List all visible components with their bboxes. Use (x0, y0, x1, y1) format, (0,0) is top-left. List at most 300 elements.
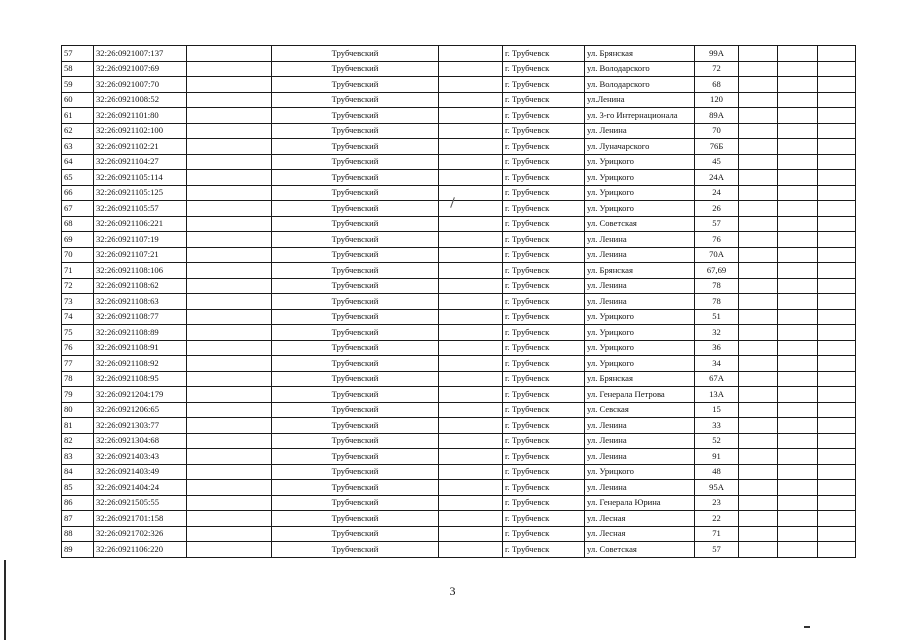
empty-cell (739, 139, 778, 155)
city: г. Трубчевск (503, 232, 585, 248)
empty-cell (187, 232, 272, 248)
empty-cell (439, 139, 503, 155)
empty-cell (778, 340, 818, 356)
empty-cell (818, 232, 856, 248)
table-row (62, 387, 856, 403)
house-number: 95А (695, 480, 739, 496)
district: Трубчевский (272, 480, 439, 496)
empty-cell (778, 46, 818, 62)
table-row (62, 139, 856, 155)
row-number: 76 (62, 340, 94, 356)
empty-cell (818, 464, 856, 480)
table-row (62, 340, 856, 356)
row-number: 83 (62, 449, 94, 465)
table-row (62, 402, 856, 418)
house-number: 15 (695, 402, 739, 418)
empty-cell (187, 77, 272, 93)
district: Трубчевский (272, 387, 439, 403)
empty-cell (778, 216, 818, 232)
district: Трубчевский (272, 309, 439, 325)
city: г. Трубчевск (503, 495, 585, 511)
cadastral-number: 32:26:0921105:125 (94, 185, 187, 201)
district: Трубчевский (272, 247, 439, 263)
street: ул.Ленина (585, 92, 695, 108)
scan-stray-mark (804, 626, 810, 628)
row-number: 60 (62, 92, 94, 108)
empty-cell (439, 449, 503, 465)
house-number: 57 (695, 216, 739, 232)
city: г. Трубчевск (503, 433, 585, 449)
empty-cell (778, 387, 818, 403)
empty-cell (187, 325, 272, 341)
city: г. Трубчевск (503, 154, 585, 170)
house-number: 67,69 (695, 263, 739, 279)
row-number: 66 (62, 185, 94, 201)
cadastral-number: 32:26:0921206:65 (94, 402, 187, 418)
empty-cell (187, 340, 272, 356)
street: ул. Лесная (585, 526, 695, 542)
house-number: 32 (695, 325, 739, 341)
city: г. Трубчевск (503, 247, 585, 263)
empty-cell (739, 526, 778, 542)
table-row (62, 526, 856, 542)
empty-cell (439, 247, 503, 263)
empty-cell (187, 309, 272, 325)
table-row (62, 201, 856, 217)
street: ул. Генерала Петрова (585, 387, 695, 403)
house-number: 72 (695, 61, 739, 77)
empty-cell (187, 542, 272, 558)
row-number: 57 (62, 46, 94, 62)
empty-cell (439, 108, 503, 124)
street: ул. Урицкого (585, 154, 695, 170)
table-row (62, 77, 856, 93)
row-number: 72 (62, 278, 94, 294)
district: Трубчевский (272, 340, 439, 356)
empty-cell (778, 263, 818, 279)
house-number: 34 (695, 356, 739, 372)
district: Трубчевский (272, 495, 439, 511)
house-number: 52 (695, 433, 739, 449)
table-row (62, 464, 856, 480)
table-row (62, 294, 856, 310)
empty-cell (739, 247, 778, 263)
cadastral-number: 32:26:0921107:19 (94, 232, 187, 248)
empty-cell (818, 216, 856, 232)
city: г. Трубчевск (503, 371, 585, 387)
district: Трубчевский (272, 154, 439, 170)
empty-cell (187, 108, 272, 124)
empty-cell (818, 46, 856, 62)
empty-cell (818, 139, 856, 155)
table-row (62, 356, 856, 372)
cadastral-number: 32:26:0921108:92 (94, 356, 187, 372)
district: Трубчевский (272, 278, 439, 294)
city: г. Трубчевск (503, 77, 585, 93)
empty-cell (778, 185, 818, 201)
empty-cell (187, 170, 272, 186)
empty-cell (439, 340, 503, 356)
row-number: 67 (62, 201, 94, 217)
empty-cell (187, 433, 272, 449)
empty-cell (739, 511, 778, 527)
empty-cell (739, 371, 778, 387)
row-number: 78 (62, 371, 94, 387)
empty-cell (439, 61, 503, 77)
empty-cell (778, 371, 818, 387)
table-row (62, 154, 856, 170)
house-number: 13А (695, 387, 739, 403)
empty-cell (187, 387, 272, 403)
row-number: 86 (62, 495, 94, 511)
row-number: 81 (62, 418, 94, 434)
empty-cell (187, 294, 272, 310)
street: ул. Урицкого (585, 201, 695, 217)
table-row (62, 325, 856, 341)
cadastral-number: 32:26:0921204:179 (94, 387, 187, 403)
empty-cell (739, 433, 778, 449)
cadastral-number: 32:26:0921108:63 (94, 294, 187, 310)
empty-cell (778, 309, 818, 325)
row-number: 88 (62, 526, 94, 542)
street: ул. Брянская (585, 263, 695, 279)
city: г. Трубчевск (503, 46, 585, 62)
house-number: 78 (695, 278, 739, 294)
empty-cell (818, 92, 856, 108)
city: г. Трубчевск (503, 511, 585, 527)
empty-cell (739, 61, 778, 77)
district: Трубчевский (272, 542, 439, 558)
street: ул. Ленина (585, 294, 695, 310)
cadastral-number: 32:26:0921108:106 (94, 263, 187, 279)
empty-cell (739, 123, 778, 139)
cadastral-number: 32:26:0921107:21 (94, 247, 187, 263)
house-number: 71 (695, 526, 739, 542)
table-row (62, 170, 856, 186)
empty-cell (739, 309, 778, 325)
empty-cell (778, 232, 818, 248)
house-number: 33 (695, 418, 739, 434)
empty-cell (739, 77, 778, 93)
row-number: 70 (62, 247, 94, 263)
district: Трубчевский (272, 123, 439, 139)
empty-cell (739, 325, 778, 341)
table-row (62, 61, 856, 77)
empty-cell (818, 294, 856, 310)
row-number: 68 (62, 216, 94, 232)
house-number: 78 (695, 294, 739, 310)
table-row (62, 480, 856, 496)
street: ул. Ленина (585, 278, 695, 294)
empty-cell (778, 433, 818, 449)
empty-cell (818, 402, 856, 418)
cadastral-number: 32:26:0921303:77 (94, 418, 187, 434)
empty-cell (187, 371, 272, 387)
empty-cell (818, 185, 856, 201)
empty-cell (439, 232, 503, 248)
empty-cell (187, 402, 272, 418)
district: Трубчевский (272, 77, 439, 93)
house-number: 76 (695, 232, 739, 248)
district: Трубчевский (272, 263, 439, 279)
empty-cell (818, 542, 856, 558)
cadastral-number: 32:26:0921403:49 (94, 464, 187, 480)
empty-cell (778, 201, 818, 217)
house-number: 51 (695, 309, 739, 325)
empty-cell (439, 480, 503, 496)
house-number: 24 (695, 185, 739, 201)
street: ул. Брянская (585, 46, 695, 62)
city: г. Трубчевск (503, 139, 585, 155)
empty-cell (187, 495, 272, 511)
empty-cell (439, 418, 503, 434)
empty-cell (739, 170, 778, 186)
cadastral-number: 32:26:0921108:62 (94, 278, 187, 294)
house-number: 68 (695, 77, 739, 93)
empty-cell (818, 356, 856, 372)
empty-cell (439, 309, 503, 325)
district: Трубчевский (272, 185, 439, 201)
empty-cell (439, 278, 503, 294)
empty-cell (739, 464, 778, 480)
house-number: 70 (695, 123, 739, 139)
empty-cell (187, 92, 272, 108)
row-number: 59 (62, 77, 94, 93)
table-row (62, 449, 856, 465)
empty-cell (439, 542, 503, 558)
empty-cell (187, 154, 272, 170)
empty-cell (439, 46, 503, 62)
city: г. Трубчевск (503, 61, 585, 77)
empty-cell (778, 511, 818, 527)
row-number: 71 (62, 263, 94, 279)
house-number: 45 (695, 154, 739, 170)
empty-cell (778, 418, 818, 434)
house-number: 67А (695, 371, 739, 387)
empty-cell (778, 356, 818, 372)
empty-cell (739, 340, 778, 356)
row-number: 65 (62, 170, 94, 186)
district: Трубчевский (272, 201, 439, 217)
empty-cell (439, 526, 503, 542)
empty-cell (187, 46, 272, 62)
table-row (62, 185, 856, 201)
empty-cell (818, 154, 856, 170)
house-number: 36 (695, 340, 739, 356)
house-number: 23 (695, 495, 739, 511)
empty-cell (439, 263, 503, 279)
empty-cell (778, 402, 818, 418)
city: г. Трубчевск (503, 387, 585, 403)
cadastral-number: 32:26:0921102:21 (94, 139, 187, 155)
empty-cell (778, 464, 818, 480)
empty-cell (739, 46, 778, 62)
cadastral-number: 32:26:0921105:57 (94, 201, 187, 217)
empty-cell (778, 294, 818, 310)
city: г. Трубчевск (503, 464, 585, 480)
street: ул. Володарского (585, 77, 695, 93)
empty-cell (818, 325, 856, 341)
row-number: 69 (62, 232, 94, 248)
empty-cell (818, 170, 856, 186)
district: Трубчевский (272, 433, 439, 449)
street: ул. Брянская (585, 371, 695, 387)
register-body (62, 46, 856, 558)
cadastral-number: 32:26:0921007:137 (94, 46, 187, 62)
street: ул. Советская (585, 542, 695, 558)
empty-cell (739, 263, 778, 279)
empty-cell (778, 92, 818, 108)
city: г. Трубчевск (503, 278, 585, 294)
street: ул. Ленина (585, 247, 695, 263)
empty-cell (439, 216, 503, 232)
city: г. Трубчевск (503, 526, 585, 542)
empty-cell (439, 294, 503, 310)
street: ул. Луначарского (585, 139, 695, 155)
empty-cell (739, 232, 778, 248)
table-row (62, 108, 856, 124)
district: Трубчевский (272, 402, 439, 418)
empty-cell (439, 464, 503, 480)
empty-cell (778, 139, 818, 155)
empty-cell (187, 356, 272, 372)
city: г. Трубчевск (503, 325, 585, 341)
empty-cell (778, 278, 818, 294)
cadastral-number: 32:26:0921008:52 (94, 92, 187, 108)
empty-cell (439, 356, 503, 372)
empty-cell (778, 154, 818, 170)
house-number: 22 (695, 511, 739, 527)
city: г. Трубчевск (503, 216, 585, 232)
city: г. Трубчевск (503, 356, 585, 372)
scan-margin-line (4, 560, 6, 640)
empty-cell (739, 449, 778, 465)
city: г. Трубчевск (503, 92, 585, 108)
empty-cell (778, 449, 818, 465)
empty-cell (187, 511, 272, 527)
cadastral-number: 32:26:0921702:326 (94, 526, 187, 542)
empty-cell (439, 371, 503, 387)
district: Трубчевский (272, 449, 439, 465)
house-number: 70А (695, 247, 739, 263)
empty-cell (818, 418, 856, 434)
empty-cell (778, 61, 818, 77)
empty-cell (739, 480, 778, 496)
empty-cell (818, 433, 856, 449)
table-row (62, 511, 856, 527)
table-row (62, 123, 856, 139)
district: Трубчевский (272, 371, 439, 387)
empty-cell (187, 139, 272, 155)
street: ул. Генерала Юрина (585, 495, 695, 511)
empty-cell (818, 371, 856, 387)
table-row (62, 371, 856, 387)
city: г. Трубчевск (503, 294, 585, 310)
empty-cell (778, 123, 818, 139)
empty-cell (187, 185, 272, 201)
empty-cell (818, 526, 856, 542)
empty-cell (778, 325, 818, 341)
row-number: 85 (62, 480, 94, 496)
house-number: 24А (695, 170, 739, 186)
empty-cell (739, 294, 778, 310)
row-number: 64 (62, 154, 94, 170)
city: г. Трубчевск (503, 263, 585, 279)
empty-cell (439, 92, 503, 108)
street: ул. Ленина (585, 433, 695, 449)
cadastral-number: 32:26:0921701:158 (94, 511, 187, 527)
house-number: 48 (695, 464, 739, 480)
empty-cell (818, 263, 856, 279)
empty-cell (818, 278, 856, 294)
empty-cell (818, 449, 856, 465)
city: г. Трубчевск (503, 185, 585, 201)
empty-cell (439, 511, 503, 527)
cadastral-number: 32:26:0921108:91 (94, 340, 187, 356)
city: г. Трубчевск (503, 201, 585, 217)
house-number: 76Б (695, 139, 739, 155)
cadastral-number: 32:26:0921108:89 (94, 325, 187, 341)
district: Трубчевский (272, 139, 439, 155)
empty-cell (739, 418, 778, 434)
empty-cell (818, 309, 856, 325)
empty-cell (778, 247, 818, 263)
empty-cell (187, 526, 272, 542)
empty-cell (818, 108, 856, 124)
city: г. Трубчевск (503, 340, 585, 356)
empty-cell (439, 170, 503, 186)
empty-cell (187, 61, 272, 77)
empty-cell (818, 123, 856, 139)
table-row (62, 46, 856, 62)
district: Трубчевский (272, 108, 439, 124)
empty-cell (187, 216, 272, 232)
empty-cell (818, 480, 856, 496)
street: ул. Урицкого (585, 340, 695, 356)
cadastral-number: 32:26:0921108:77 (94, 309, 187, 325)
row-number: 73 (62, 294, 94, 310)
empty-cell (439, 77, 503, 93)
street: ул. Урицкого (585, 170, 695, 186)
street: ул. Ленина (585, 480, 695, 496)
empty-cell (739, 356, 778, 372)
empty-cell (739, 278, 778, 294)
empty-cell (187, 123, 272, 139)
table-row (62, 309, 856, 325)
district: Трубчевский (272, 46, 439, 62)
empty-cell (778, 480, 818, 496)
empty-cell (778, 170, 818, 186)
city: г. Трубчевск (503, 108, 585, 124)
empty-cell (739, 216, 778, 232)
empty-cell (739, 201, 778, 217)
street: ул. Советская (585, 216, 695, 232)
cadastral-number: 32:26:0921108:95 (94, 371, 187, 387)
table-row (62, 433, 856, 449)
cadastral-number: 32:26:0921106:220 (94, 542, 187, 558)
empty-cell (778, 542, 818, 558)
house-number: 26 (695, 201, 739, 217)
cadastral-number: 32:26:0921007:70 (94, 77, 187, 93)
table-row (62, 542, 856, 558)
street: ул. Урицкого (585, 464, 695, 480)
empty-cell (739, 108, 778, 124)
house-number: 120 (695, 92, 739, 108)
cadastral-number: 32:26:0921106:221 (94, 216, 187, 232)
empty-cell (439, 201, 503, 217)
city: г. Трубчевск (503, 123, 585, 139)
table-row (62, 92, 856, 108)
